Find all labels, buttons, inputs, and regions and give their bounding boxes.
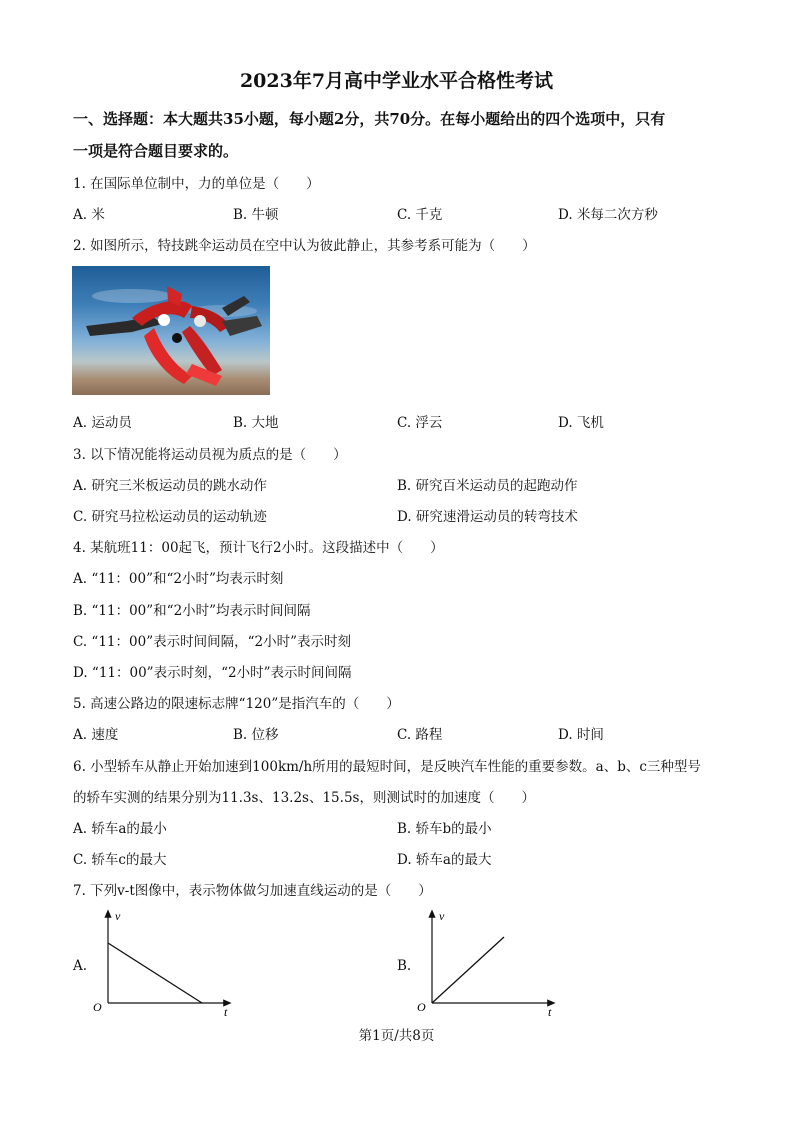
question-6-stem-line2: 的轿车实测的结果分别为11.3s、13.2s、15.5s，则测试时的加速度（ ）	[73, 790, 535, 806]
question-7-graph-a[interactable]	[88, 905, 238, 1020]
graph-a-decreasing-line	[108, 943, 202, 1003]
question-5-stem: 5. 高速公路边的限速标志牌“120”是指汽车的（ ）	[73, 696, 400, 712]
question-3-option-a[interactable]: A. 研究三米板运动员的跳水动作	[73, 478, 267, 494]
question-6-option-d[interactable]: D. 轿车a的最大	[397, 852, 492, 868]
question-1-option-b[interactable]: B. 牛顿	[233, 207, 279, 223]
question-4-option-a[interactable]: A. “11：00”和“2小时”均表示时刻	[73, 571, 284, 587]
question-5-option-d[interactable]: D. 时间	[558, 727, 604, 743]
question-6-option-c[interactable]: C. 轿车c的最大	[73, 852, 167, 868]
question-3-option-b[interactable]: B. 研究百米运动员的起跑动作	[397, 478, 578, 494]
section-heading-line2: 一项是符合题目要求的。	[73, 142, 239, 160]
question-4-stem: 4. 某航班11：00起飞，预计飞行2小时。这段描述中（ ）	[73, 540, 444, 556]
section-heading-line1: 一、选择题：本大题共35小题，每小题2分，共70分。在每小题给出的四个选项中，只有	[73, 110, 666, 128]
question-2-option-b[interactable]: B. 大地	[233, 415, 279, 431]
question-1-option-c[interactable]: C. 千克	[397, 207, 443, 223]
question-4-option-d[interactable]: D. “11：00”表示时刻，“2小时”表示时间间隔	[73, 665, 352, 681]
graph-a-origin-label: O	[93, 1000, 102, 1014]
question-4-option-c[interactable]: C. “11：00”表示时间间隔，“2小时”表示时刻	[73, 634, 351, 650]
question-1-option-d[interactable]: D. 米每二次方秒	[558, 207, 658, 223]
question-6-option-b[interactable]: B. 轿车b的最小	[397, 821, 492, 837]
question-6-option-a[interactable]: A. 轿车a的最小	[73, 821, 167, 837]
skydivers-photo	[72, 266, 270, 395]
question-3-option-c[interactable]: C. 研究马拉松运动员的运动轨迹	[73, 509, 267, 525]
question-1-stem: 1. 在国际单位制中，力的单位是（ ）	[73, 176, 320, 192]
question-3-stem: 3. 以下情况能将运动员视为质点的是（ ）	[73, 447, 347, 463]
question-5-option-a[interactable]: A. 速度	[73, 727, 119, 743]
question-6-stem-line1: 6. 小型轿车从静止开始加速到100km/h所用的最短时间，是反映汽车性能的重要参数。a、b、c三种型号	[73, 759, 701, 775]
page-title: 2023年7月高中学业水平合格性考试	[239, 70, 554, 92]
question-1-option-a[interactable]: A. 米	[73, 207, 105, 223]
graph-b-t-label: t	[548, 1005, 552, 1019]
question-7-graph-b[interactable]	[412, 905, 562, 1020]
graph-b-v-label: v	[439, 909, 445, 923]
page-number-footer: 第1页/共8页	[358, 1028, 435, 1044]
question-7-option-b-label[interactable]: B.	[397, 958, 412, 974]
question-2-stem: 2. 如图所示，特技跳伞运动员在空中认为彼此静止，其参考系可能为（ ）	[73, 238, 536, 254]
question-2-option-a[interactable]: A. 运动员	[73, 415, 132, 431]
question-2-option-c[interactable]: C. 浮云	[397, 415, 443, 431]
question-7-stem: 7. 下列v-t图像中，表示物体做匀加速直线运动的是（ ）	[73, 883, 432, 899]
question-5-option-b[interactable]: B. 位移	[233, 727, 279, 743]
graph-a-v-label: v	[115, 909, 121, 923]
question-5-option-c[interactable]: C. 路程	[397, 727, 443, 743]
graph-b-increasing-line	[432, 937, 504, 1003]
graph-b-origin-label: O	[417, 1000, 426, 1014]
question-2-option-d[interactable]: D. 飞机	[558, 415, 604, 431]
graph-a-t-label: t	[224, 1005, 228, 1019]
question-7-option-a-label[interactable]: A.	[73, 958, 88, 974]
skydivers-illustration	[72, 266, 270, 395]
question-4-option-b[interactable]: B. “11：00”和“2小时”均表示时间间隔	[73, 603, 311, 619]
question-3-option-d[interactable]: D. 研究速滑运动员的转弯技术	[397, 509, 578, 525]
